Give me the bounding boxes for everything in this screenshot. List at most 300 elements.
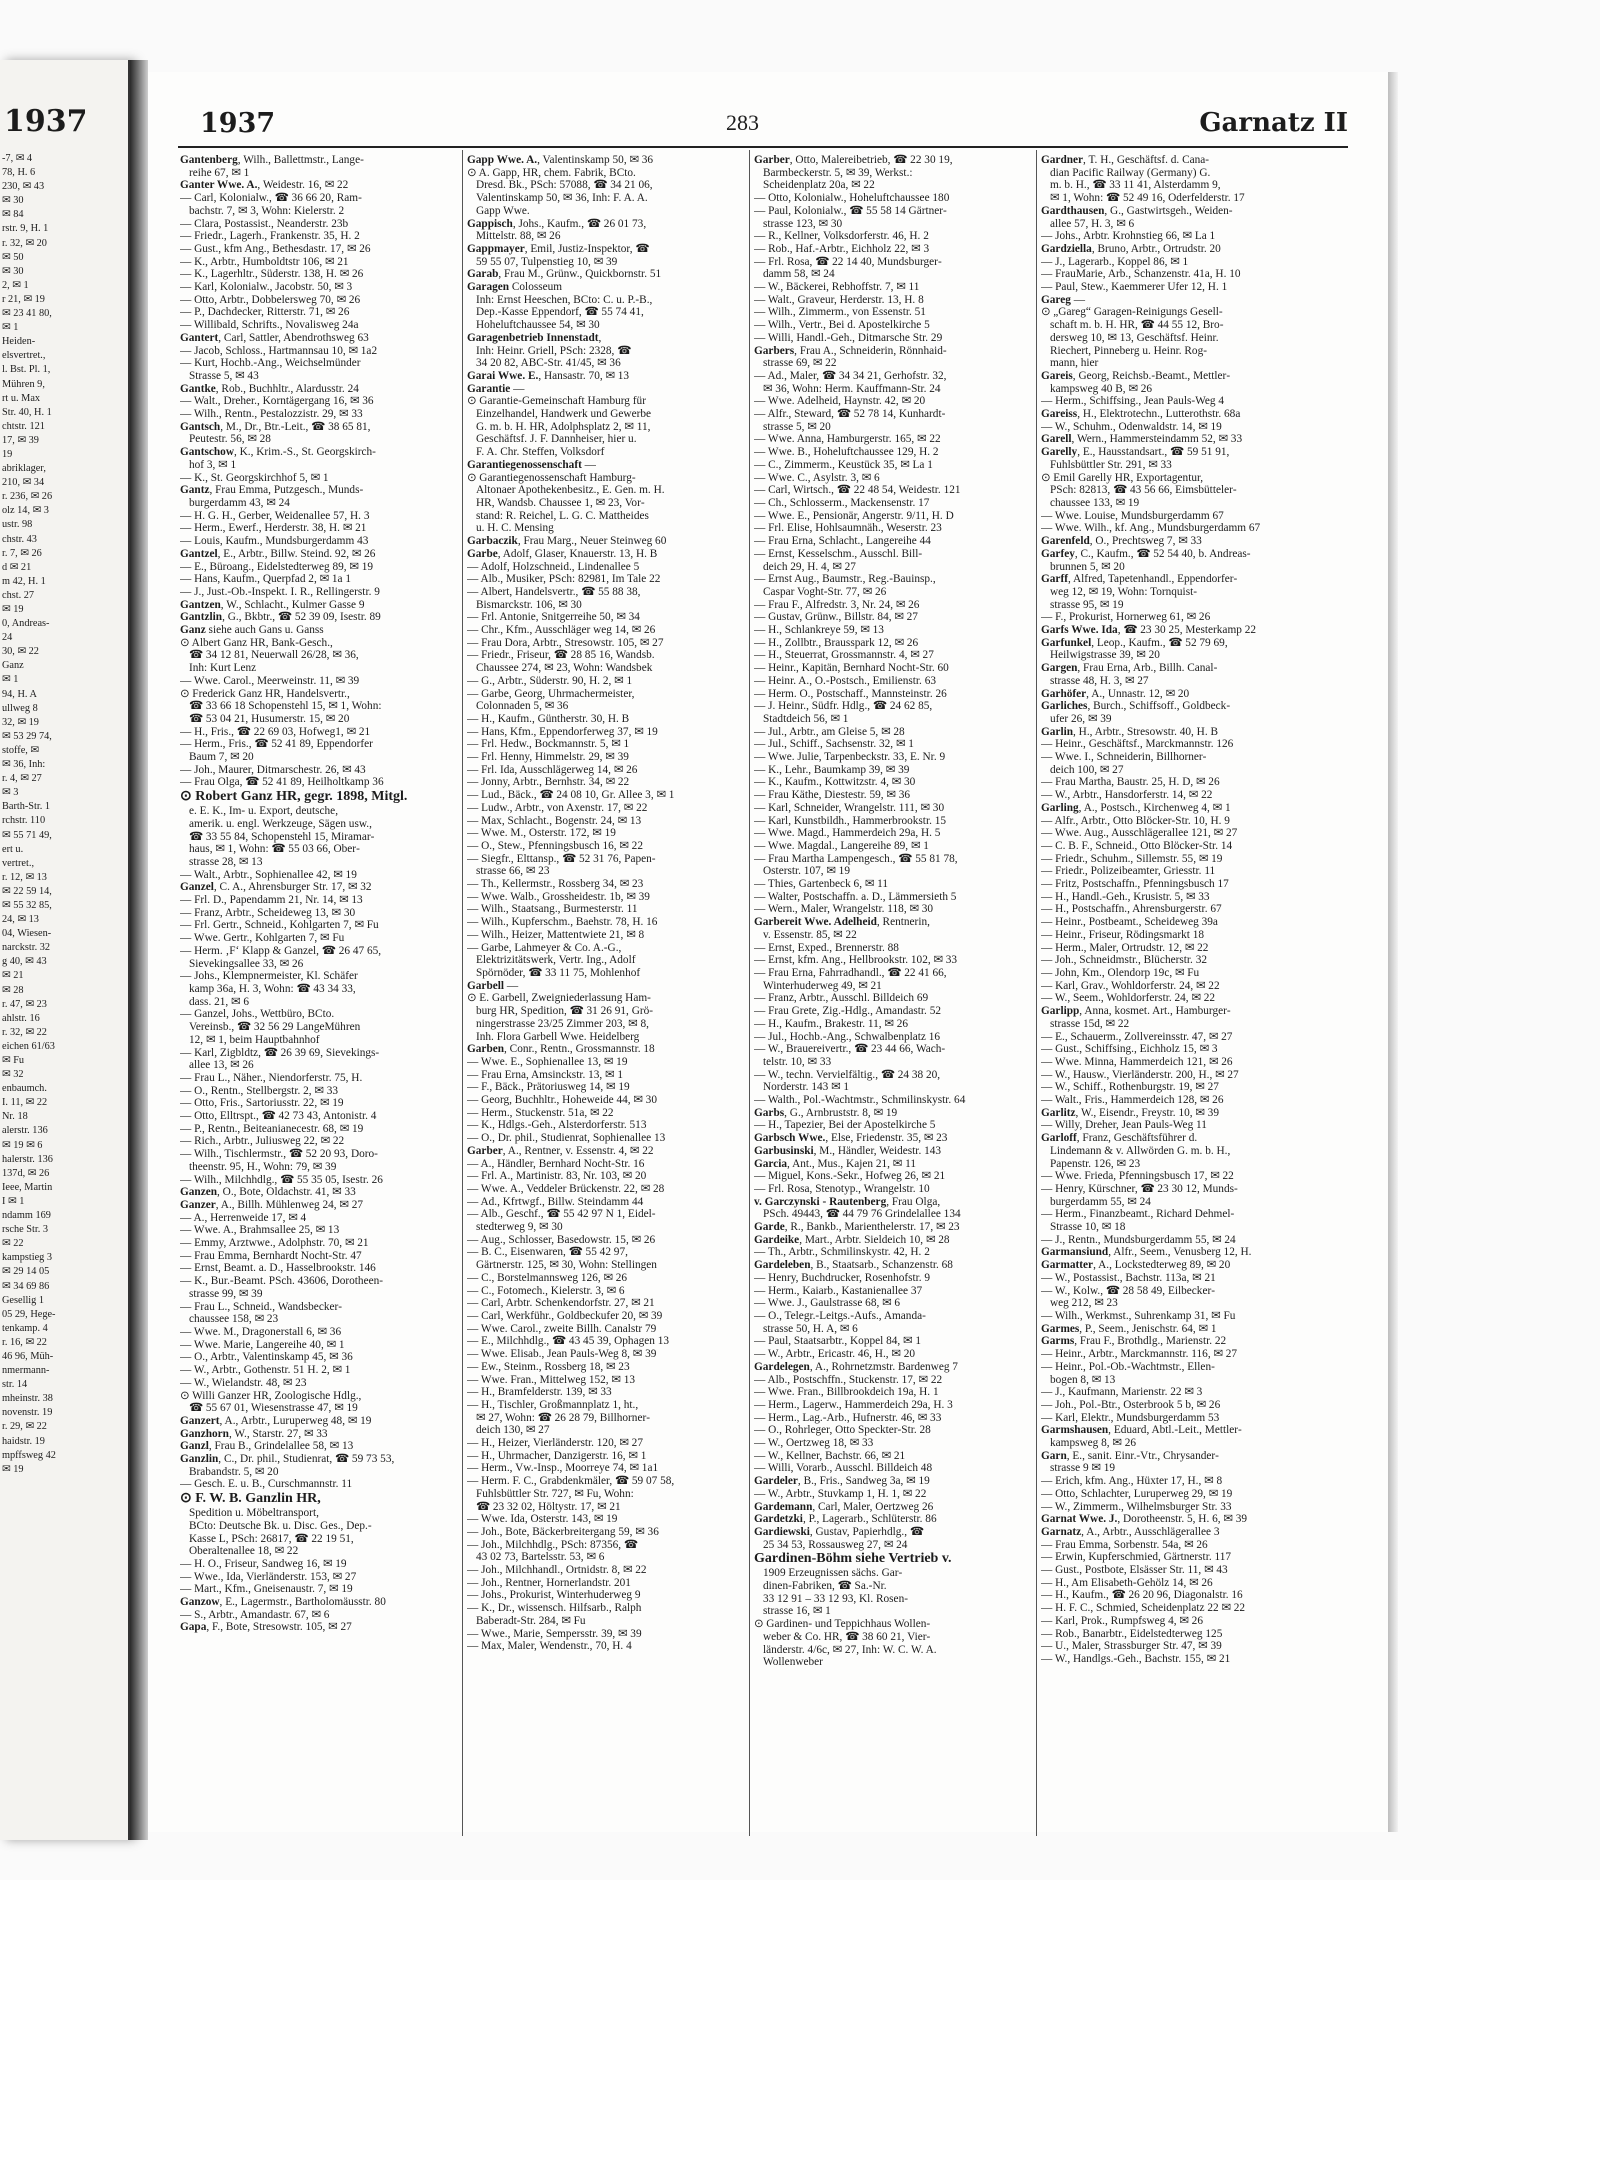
previous-page-line: eichen 61/63 <box>2 1040 55 1052</box>
previous-page-line: ✉ 28 <box>2 984 24 996</box>
previous-page-line: ✉ 53 29 74, <box>2 730 52 742</box>
directory-entry: Garmshausen, Eduard, Abtl.‑Leit., Mettler‑ <box>1041 1424 1242 1437</box>
directory-entry: — Gust., kfm Ang., Bethesdastr. 17, ✉ 26 <box>180 242 371 255</box>
previous-page-line: l. Bst. Pl. 1, <box>2 364 51 376</box>
previous-page-line: ✉ 1 <box>2 322 19 334</box>
previous-page-line: ✉ 22 <box>2 1238 24 1250</box>
directory-entry: kampsweg 40 B, ✉ 26 <box>1050 382 1153 395</box>
previous-page-line: abriklager, <box>2 463 46 475</box>
directory-entry: — Walt., Fris., Hammerdeich 128, ✉ 26 <box>1041 1094 1224 1107</box>
directory-entry: G. m. b. H. HR, Adolphsplatz 2, ✉ 11, <box>476 420 651 433</box>
directory-entry: e. E. K., Im‑ u. Export, deutsche, <box>189 805 339 818</box>
previous-page-line: ✉ 84 <box>2 209 24 221</box>
previous-page-line: ✉ 36, Inh: <box>2 759 46 771</box>
directory-entry: — Albert, Handelsvertr., ☎ 55 88 38, <box>467 585 641 598</box>
directory-entry: ☎ 55 67 01, Wiesenstrasse 47, ✉ 19 <box>189 1402 358 1415</box>
directory-entry: — C. B. F., Schneid., Otto Blöcker‑Str. 14 <box>1041 839 1233 852</box>
directory-entry: — Wwe. Julie, Tarpenbeckstr. 33, E. Nr. 9 <box>754 751 946 764</box>
previous-page-line: r. 47, ✉ 23 <box>2 998 47 1010</box>
directory-entry: Hoheluftchaussee 54, ✉ 30 <box>476 319 600 332</box>
directory-entry: Gantz, Frau Emma, Putzgesch., Munds‑ <box>180 484 364 497</box>
directory-entry: — Wwe. A., Brahmsallee 25, ✉ 13 <box>180 1224 340 1237</box>
directory-entry: — Joh., Maurer, Ditmarschestr. 26, ✉ 43 <box>180 763 366 776</box>
directory-column-1 <box>180 154 458 1834</box>
previous-page-line: ✉ 22 59 14, <box>2 885 52 897</box>
previous-page-line: ullweg 8 <box>2 702 38 714</box>
column-divider <box>749 150 750 1836</box>
directory-entry: Ganzel, C. A., Ahrensburger Str. 17, ✉ 32 <box>180 881 372 894</box>
directory-entry: — Karl, Zigbldtz, ☎ 26 39 69, Sievekings‑ <box>180 1046 380 1059</box>
previous-page-line: r 21, ✉ 19 <box>2 293 45 305</box>
directory-entry: — Wwe., Ida, Vierländerstr. 153, ✉ 27 <box>180 1570 357 1583</box>
previous-page-line: Mühren 9, <box>2 378 45 390</box>
directory-entry: Garagen Colosseum <box>467 281 563 294</box>
directory-entry: — Karl, Prok., Rumpfsweg 4, ✉ 26 <box>1041 1614 1203 1627</box>
directory-entry: — K., Lehr., Baumkamp 39, ✉ 39 <box>754 763 910 776</box>
directory-entry: Garelly, E., Hausstandsart., ☎ 59 51 91, <box>1041 446 1230 459</box>
directory-entry: — U., Maler, Strassburger Str. 47, ✉ 39 <box>1041 1640 1222 1653</box>
directory-entry: — Frau L., Schneid., Wandsbecker‑ <box>180 1300 343 1313</box>
directory-entry: ⊙ F. W. B. Ganzlin HR, <box>180 1491 321 1507</box>
directory-entry: Garbereit Wwe. Adelheid, Rentnerin, <box>754 916 930 929</box>
directory-entry: Oberaltenallee 18, ✉ 22 <box>189 1545 299 1558</box>
directory-entry: dian Pacific Railway (Germany) G. <box>1050 166 1211 179</box>
previous-page-line: vertret., <box>2 857 35 869</box>
directory-entry: Garell, Wern., Hammersteindamm 52, ✉ 33 <box>1041 433 1243 446</box>
directory-entry: — Herm., Vw.‑Insp., Moorreye 74, ✉ 1a1 <box>467 1462 659 1475</box>
previous-page-line: haidstr. 19 <box>2 1435 45 1447</box>
directory-entry: 59 55 07, Tulpenstieg 10, ✉ 39 <box>476 255 618 268</box>
directory-entry: ufer 26, ✉ 39 <box>1050 712 1112 725</box>
directory-entry: — H., Kaufm., Güntherstr. 30, H. B <box>467 712 630 725</box>
directory-entry: Barmbeckerstr. 5, ✉ 39, Werkst.: <box>763 166 913 179</box>
directory-entry: — Rob., Banarbtr., Eidelstedterweg 125 <box>1041 1627 1223 1640</box>
directory-entry: allee 13, ✉ 26 <box>189 1059 254 1072</box>
directory-entry: Garfs Wwe. Ida, ☎ 23 30 25, Mesterkamp 22 <box>1041 624 1257 637</box>
directory-entry: strasse 69, ✉ 22 <box>763 357 837 370</box>
previous-page-line: I. 11, ✉ 22 <box>2 1097 48 1109</box>
directory-entry: — W., Arbtr., Gothenstr. 51 H. 2, ✉ 1 <box>180 1364 351 1377</box>
directory-entry: — J., Kaufmann, Marienstr. 22 ✉ 3 <box>1041 1386 1203 1399</box>
directory-entry: Gantzen, W., Schlacht., Kulmer Gasse 9 <box>180 598 365 611</box>
directory-entry: Garlin, H., Arbtr., Stresowstr. 40, H. B <box>1041 725 1218 738</box>
previous-page-line: chst. 27 <box>2 589 35 601</box>
directory-entry: Gappmayer, Emil, Justiz‑Inspektor, ☎ <box>467 242 650 255</box>
directory-entry: Papenstr. 126, ✉ 23 <box>1050 1157 1141 1170</box>
directory-entry: Fuhlsbüttler Str. 727, ✉ Fu, Wohn: <box>476 1487 634 1500</box>
directory-entry: — Fritz, Postschaffn., Pfenningsbusch 17 <box>1041 878 1229 891</box>
directory-entry: F. A. Chr. Steffen, Volksdorf <box>476 446 605 459</box>
previous-page-line: 30, ✉ 22 <box>2 646 39 658</box>
directory-entry: — Wilh., Zimmerm., von Essenstr. 51 <box>754 306 926 319</box>
directory-entry: Gantke, Rob., Buchhltr., Alardusstr. 24 <box>180 382 359 395</box>
directory-entry: Garliches, Burch., Schiffsoff., Goldbeck‑ <box>1041 700 1231 713</box>
directory-column-2 <box>467 154 745 1834</box>
directory-entry: strasse 16, ✉ 1 <box>763 1605 831 1618</box>
directory-entry: — Frau Erna, Fahrradhandl., ☎ 22 41 66, <box>754 967 947 979</box>
directory-entry: — O., Dr. phil., Studienrat, Sophienallee 13 <box>467 1132 666 1145</box>
previous-page-line: mpffsweg 42 <box>2 1449 56 1461</box>
directory-entry: Baberadt‑Str. 284, ✉ Fu <box>476 1614 586 1627</box>
directory-entry: — Carl, Wirtsch., ☎ 22 48 54, Weidestr. 121 <box>754 484 961 497</box>
directory-entry: — Frl. Rosa, ☎ 22 14 40, Mundsburger‑ <box>754 255 942 268</box>
directory-entry: Garbusinski, M., Händler, Weidestr. 143 <box>754 1144 942 1157</box>
directory-entry: — Frl. Hedw., Bockmannstr. 5, ✉ 1 <box>467 738 630 751</box>
directory-entry: Gapa, F., Bote, Stresowstr. 105, ✉ 27 <box>180 1621 352 1634</box>
directory-entry: — Wilh., Tischlermstr., ☎ 52 20 93, Doro‑ <box>180 1148 378 1161</box>
directory-entry: — Wilh., Werkmst., Suhrenkamp 31, ✉ Fu <box>1041 1309 1236 1322</box>
directory-entry: — Wilh., Vertr., Bei d. Apostelkirche 5 <box>754 319 930 332</box>
directory-entry: — Karl, Grav., Wohldorferstr. 24, ✉ 22 <box>1041 979 1220 992</box>
previous-page-line: ✉ 32 <box>2 1069 24 1081</box>
directory-entry: Gardiewski, Gustav, Papierhdlg., ☎ <box>754 1525 924 1538</box>
previous-page-line: ert u. <box>2 843 24 855</box>
directory-entry: — Ganzel, Johs., Wettbüro, BCto. <box>180 1008 335 1021</box>
directory-entry: — Wilh., Rentn., Pestalozzistr. 29, ✉ 33 <box>180 408 363 421</box>
previous-page-line: ✉ 21 <box>2 970 24 982</box>
previous-page-line: ✉ 19 <box>2 604 24 615</box>
directory-entry: stedterweg 9, ✉ 30 <box>476 1221 563 1234</box>
directory-entry: haus, ✉ 1, Wohn: ☎ 55 03 66, Ober‑ <box>189 843 360 856</box>
directory-entry: — Louis, Kaufm., Mundsburgerdamm 43 <box>180 535 369 548</box>
directory-entry: — A., Herrenweide 17, ✉ 4 <box>180 1211 307 1224</box>
directory-entry: — Gust., Postbote, Elsässer Str. 11, ✉ 43 <box>1041 1564 1228 1577</box>
previous-page-line: ✉ 30 <box>2 265 24 277</box>
directory-entry: länderstr. 4/6c, ✉ 27, Inh: W. C. W. A. <box>763 1643 937 1656</box>
directory-entry: — F., Bäck., Prätoriusweg 14, ✉ 19 <box>467 1081 630 1094</box>
directory-entry: — Heinr., Pol.‑Ob.‑Wachtmstr., Ellen‑ <box>1041 1360 1215 1373</box>
previous-page-line: 05 29, Hege‑ <box>2 1308 56 1320</box>
directory-entry: — Wwe. Elisab., Jean Pauls‑Weg 8, ✉ 39 <box>467 1348 657 1361</box>
scan-margin <box>0 1880 1600 2177</box>
previous-page-line: Gesellig 1 <box>2 1294 45 1306</box>
directory-entry: Spörnöder, ☎ 33 11 75, Mohlenhof <box>476 967 641 979</box>
previous-page-line: r. 32, ✉ 22 <box>2 1026 47 1038</box>
directory-entry: Gappisch, Johs., Kaufm., ☎ 26 01 73, <box>467 217 647 230</box>
directory-entry: Garbaczik, Frau Marg., Neuer Steinweg 60 <box>467 535 667 548</box>
previous-page-line: rstr. 9, H. 1 <box>2 223 49 235</box>
directory-entry: deich 100, ✉ 27 <box>1050 763 1124 776</box>
directory-entry: — Max, Schlacht., Bogenstr. 24, ✉ 13 <box>467 814 642 827</box>
directory-entry: amerik. u. engl. Werkzeuge, Sägen usw., <box>189 817 372 830</box>
directory-entry: Scheidenplatz 20a, ✉ 22 <box>763 179 875 192</box>
directory-entry: — H. F. C., Schmied, Scheidenplatz 22 ✉ 22 <box>1041 1602 1246 1615</box>
previous-page-line: 46 96, Müh‑ <box>2 1350 54 1362</box>
directory-entry: — Ad., Kfrtwgf., Billw. Steindamm 44 <box>467 1195 644 1208</box>
previous-page-line: ✉ 30 <box>2 195 24 207</box>
directory-entry: dersweg 10, ✉ 13, Geschäftsf. Heinr. <box>1050 331 1219 344</box>
directory-entry: ☎ 33 55 84, Schopenstehl 15, Miramar‑ <box>189 830 375 843</box>
directory-entry: schaft m. b. H. HR, ☎ 44 55 12, Bro‑ <box>1050 319 1224 332</box>
directory-entry: Garantie — <box>467 382 525 395</box>
directory-entry: — Henry, Buchdrucker, Rosenhofstr. 9 <box>754 1271 931 1284</box>
directory-entry: strasse 95, ✉ 19 <box>1050 598 1124 611</box>
directory-entry: — W., Schiff., Rothenburgstr. 19, ✉ 27 <box>1041 1081 1219 1094</box>
directory-entry: Garbers, Frau A., Schneiderin, Rönnhaid‑ <box>754 344 947 357</box>
directory-entry: Ganzer, A., Billh. Mühlenweg 24, ✉ 27 <box>180 1198 363 1211</box>
directory-entry: strasse 48, H. 3, ✉ 27 <box>1050 674 1149 687</box>
directory-entry: damm 58, ✉ 24 <box>763 268 835 281</box>
directory-entry: — J., Lagerarb., Koppel 86, ✉ 1 <box>1041 255 1189 268</box>
directory-entry: Gantert, Carl, Sattler, Abendrothsweg 63 <box>180 331 369 344</box>
directory-entry: — Wilh., Staatsang., Burmesterstr. 11 <box>467 903 638 916</box>
directory-column-4 <box>1041 154 1343 1834</box>
previous-page-line: ✉ 55 32 85, <box>2 899 52 911</box>
directory-entry: Spedition u. Möbeltransport, <box>189 1507 319 1520</box>
header-name-range: Garnatz II <box>1199 108 1348 138</box>
directory-entry: — H. O., Friseur, Sandweg 16, ✉ 19 <box>180 1557 347 1570</box>
directory-entry: — Joh., Rentner, Hornerlandstr. 201 <box>467 1576 631 1589</box>
directory-entry: — H., Schlankreye 59, ✉ 13 <box>754 624 884 637</box>
directory-entry: — John, Km., Olendorp 19c, ✉ Fu <box>1041 967 1200 979</box>
directory-entry: — Frau Erna, Amsinckstr. 13, ✉ 1 <box>467 1068 623 1081</box>
directory-entry: — Alb., Musiker, PSch: 82981, Im Tale 22 <box>467 573 661 586</box>
previous-page-line: mheinstr. 38 <box>2 1393 53 1405</box>
directory-entry: Garmes, P., Seem., Jenischstr. 64, ✉ 1 <box>1041 1322 1217 1335</box>
previous-page-line: Ieee, Martin <box>2 1181 53 1193</box>
directory-entry: — Alfr., Steward, ☎ 52 78 14, Kunhardt‑ <box>754 408 946 421</box>
directory-entry: — W., Wielandstr. 48, ✉ 23 <box>180 1376 307 1389</box>
directory-entry: Inh: Ernst Heeschen, BCto: C. u. P.‑B., <box>476 293 653 306</box>
directory-entry: Heilwigstrasse 39, ✉ 20 <box>1050 649 1160 662</box>
directory-entry: — K., St. Georgskirchhof 5, ✉ 1 <box>180 471 329 484</box>
directory-entry: — Wwe. Aug., Ausschlägerallee 121, ✉ 27 <box>1041 827 1238 840</box>
previous-page-line: Ganz <box>2 660 24 672</box>
directory-entry: — Garbe, Georg, Uhrmachermeister, <box>467 687 635 700</box>
directory-entry: — Wwe. Carol., Meerweinstr. 11, ✉ 39 <box>180 674 360 687</box>
directory-entry: — Wern., Maler, Wrangelstr. 118, ✉ 30 <box>754 903 934 916</box>
directory-entry: — Friedr., Lagerh., Frankenstr. 35, H. 2 <box>180 230 360 243</box>
directory-entry: v. Essenstr. 85, ✉ 22 <box>763 928 857 941</box>
directory-entry: Gardner, T. H., Geschäftsf. d. Cana‑ <box>1041 154 1210 166</box>
directory-entry: Gantenberg, Wilh., Ballettmstr., Lange‑ <box>180 154 364 166</box>
previous-page-line: ✉ 1 <box>2 674 19 686</box>
directory-entry: ✉ 27, Wohn: ☎ 26 28 79, Billhorner‑ <box>476 1411 650 1424</box>
previous-page-line: narckstr. 32 <box>2 942 51 954</box>
directory-entry: stand: R. Reichel, L. G. C. Mattheides <box>476 509 649 522</box>
directory-entry: ✉ 1, Wohn: ☎ 52 49 16, Oderfelderstr. 17 <box>1050 192 1245 205</box>
directory-entry: — Wwe. E., Sophienallee 13, ✉ 19 <box>467 1055 628 1068</box>
directory-entry: — Clara, Postassist., Neanderstr. 23b <box>180 217 349 230</box>
directory-entry: Gargen, Frau Erna, Arb., Billh. Canal‑ <box>1041 662 1218 675</box>
previous-page-line: m 42, H. 1 <box>2 575 46 587</box>
previous-page-line: 32, ✉ 19 <box>2 716 39 728</box>
directory-entry: — J. Heinr., Südfr. Hdlg., ☎ 24 62 85, <box>754 700 933 713</box>
previous-page-line: r. 29, ✉ 22 <box>2 1421 47 1433</box>
previous-page-line: ndamm 169 <box>2 1210 51 1222</box>
directory-entry: ningerstrasse 23/25 Zimmer 203, ✉ 8, <box>476 1017 649 1030</box>
directory-entry: HR, Wandsb. Chaussee 1, ✉ 23, Vor‑ <box>476 496 645 509</box>
directory-entry: — Wwe. M., Osterstr. 172, ✉ 19 <box>467 827 616 840</box>
directory-entry: — Joh., Milchhdlg., PSch: 87356, ☎ <box>467 1538 638 1551</box>
directory-entry: — Friedr., Friseur, ☎ 28 85 16, Wandsb. <box>467 649 655 662</box>
directory-entry: — Frl. Rosa, Stenotyp., Wrangelstr. 10 <box>754 1182 930 1195</box>
directory-entry: — Carl, Kolonialw., ☎ 36 66 20, Ram‑ <box>180 192 362 205</box>
previous-page-line: stoffe, ✉ <box>2 744 40 756</box>
directory-entry: — Frau Emma, Sorbenstr. 54a, ✉ 26 <box>1041 1538 1208 1551</box>
previous-page-line: 0, Andreas‑ <box>2 618 50 630</box>
previous-page-line: 230, ✉ 43 <box>2 181 45 193</box>
directory-entry: Garms, Frau F., Brothdlg., Marienstr. 22 <box>1041 1335 1227 1348</box>
previous-page-line: ustr. 98 <box>2 519 33 531</box>
directory-entry: — Jul., Hochb.‑Ang., Schwalbenplatz 16 <box>754 1030 941 1043</box>
directory-entry: — Alb., Geschf., ☎ 55 42 97 N 1, Eidel‑ <box>467 1208 656 1221</box>
directory-entry: — Heinr., Friseur, Rödingsmarkt 18 <box>1041 928 1205 941</box>
directory-entry: — Joh., Milchhandl., Ortnidstr. 8, ✉ 22 <box>467 1564 647 1577</box>
directory-entry: — G., Arbtr., Süderstr. 90, H. 2, ✉ 1 <box>467 674 633 687</box>
directory-entry: Gardinen‑Böhm siehe Vertrieb v. <box>754 1551 952 1567</box>
directory-entry: telstr. 10, ✉ 33 <box>763 1055 832 1068</box>
directory-entry: — Wwe. Fran., Billbrookdeich 19a, H. 1 <box>754 1386 939 1399</box>
directory-entry: Gardelegen, A., Rohrnetzmstr. Bardenweg 7 <box>754 1360 958 1373</box>
previous-page-line: r. 236, ✉ 26 <box>2 491 53 503</box>
page-header <box>178 108 1348 148</box>
directory-entry: — Herm. O., Postschaff., Mannsteinstr. 26 <box>754 687 947 700</box>
previous-page-line: 17, ✉ 39 <box>2 434 39 446</box>
directory-entry: Ganter Wwe. A., Weidestr. 16, ✉ 22 <box>180 179 349 192</box>
directory-entry: Mittelstr. 88, ✉ 26 <box>476 230 561 243</box>
directory-entry: Gantschow, K., Krim.‑S., St. Georgskirch‑ <box>180 446 376 459</box>
directory-entry: v. Garczynski ‑ Rautenberg, Frau Olga, <box>754 1195 941 1208</box>
directory-entry: — Frau Martha Lampengesch., ☎ 55 81 78, <box>754 852 958 865</box>
directory-entry: — Walt., Dreher., Korntägergang 16, ✉ 36 <box>180 395 374 408</box>
directory-entry: — Frau Martha, Baustr. 25, H. D, ✉ 26 <box>1041 776 1220 789</box>
directory-entry: — Walt., Graveur, Herderstr. 13, H. 8 <box>754 293 924 306</box>
directory-entry: — W., Zimmerm., Wilhelmsburger Str. 33 <box>1041 1500 1232 1513</box>
directory-entry: Bismarckstr. 106, ✉ 30 <box>476 598 582 611</box>
directory-entry: — Wilh., Kupferschm., Baehstr. 78, H. 16 <box>467 916 658 929</box>
directory-entry: — Herm., Kaiarb., Kastanienallee 37 <box>754 1284 923 1297</box>
directory-entry: — O., Arbtr., Valentinskamp 45, ✉ 36 <box>180 1351 353 1364</box>
directory-entry: — H., Handl.‑Geh., Krusistr. 5, ✉ 33 <box>1041 890 1210 903</box>
directory-entry: ⊙ Willi Ganzer HR, Zoologische Hdlg., <box>180 1389 362 1402</box>
directory-entry: Inh: Kurt Lenz <box>189 662 257 675</box>
directory-entry: — Wwe. A., Veddeler Brückenstr. 22, ✉ 28 <box>467 1182 665 1195</box>
directory-entry: Norderstr. 143 ✉ 1 <box>763 1081 850 1094</box>
directory-entry: — Gesch. E. u. B., Curschmannstr. 11 <box>180 1478 353 1491</box>
directory-entry: — Paul, Kolonialw., ☎ 55 58 14 Gärtner‑ <box>754 204 947 217</box>
previous-page-line: ✉ 3 <box>2 787 19 799</box>
directory-entry: — W., Brauereivertr., ☎ 23 44 66, Wach‑ <box>754 1043 946 1056</box>
directory-entry: — W., Kellner, Bachstr. 66, ✉ 21 <box>754 1449 906 1462</box>
directory-entry: allee 57, H. 3, ✉ 6 <box>1050 217 1135 230</box>
directory-entry: — Willy, Dreher, Jean Pauls‑Weg 11 <box>1041 1119 1207 1132</box>
previous-page-line: olz 14, ✉ 3 <box>2 505 49 517</box>
directory-entry: Ganzen, O., Bote, Oldachstr. 41, ✉ 33 <box>180 1186 356 1199</box>
directory-entry: — Max, Maler, Wendenstr., 70, H. 4 <box>467 1640 632 1653</box>
directory-entry: — Otto, Kolonialw., Hoheluftchaussee 180 <box>754 192 950 205</box>
directory-entry: — Mart., Kfm., Gneisenaustr. 7, ✉ 19 <box>180 1583 353 1596</box>
directory-entry: ⊙ Albert Ganz HR, Bank‑Gesch., <box>180 636 333 649</box>
previous-page-line: ✉ 29 14 05 <box>2 1266 50 1278</box>
directory-entry: Garloff, Franz, Geschäftsführer d. <box>1041 1132 1198 1145</box>
directory-entry: — Wwe., Marie, Sempersstr. 39, ✉ 39 <box>467 1627 642 1640</box>
directory-entry: — W., Kolw., ☎ 28 58 49, Eilbecker‑ <box>1041 1284 1215 1297</box>
directory-entry: — Wwe. Walb., Grossheidestr. 1b, ✉ 39 <box>467 890 650 903</box>
previous-page-line: ✉ 50 <box>2 251 24 263</box>
directory-entry: — Franz, Arbtr., Scheideweg 13, ✉ 30 <box>180 906 356 919</box>
previous-page-line: 94, H. A <box>2 688 37 700</box>
directory-entry: — Willibald, Schrifts., Novalisweg 24a <box>180 319 359 332</box>
directory-entry: Garfunkel, Leop., Kaufm., ☎ 52 79 69, <box>1041 636 1228 649</box>
directory-entry: — H., Tapezier, Bei der Apostelkirche 5 <box>754 1119 936 1132</box>
directory-entry: Garben, Conr., Rentn., Grossmannstr. 18 <box>467 1043 655 1056</box>
directory-entry: Garde, R., Bankb., Marienthelerstr. 17, ✉ 23 <box>754 1221 960 1234</box>
header-rule <box>178 146 1348 148</box>
previous-page-line: ✉ 55 71 49, <box>2 829 52 841</box>
directory-entry: — H., Kaufm., ☎ 26 20 96, Diagonalstr. 16 <box>1041 1589 1243 1602</box>
directory-entry: weg 12, ✉ 19, Wohn: Tornquist‑ <box>1050 585 1197 598</box>
directory-entry: — K., Lagerhltr., Süderstr. 138, H. ✉ 26 <box>180 268 364 281</box>
directory-entry: — Th., Kellermstr., Rossberg 34, ✉ 23 <box>467 878 644 891</box>
directory-entry: — Erwin, Kupferschmied, Gärtnerstr. 117 <box>1041 1551 1232 1564</box>
previous-page-edge <box>0 60 130 1840</box>
directory-entry: Garbs, G., Arnbruststr. 8, ✉ 19 <box>754 1106 898 1119</box>
directory-entry: — B. C., Eisenwaren, ☎ 55 42 97, <box>467 1246 628 1259</box>
directory-entry: Garhöfer, A., Unnastr. 12, ✉ 20 <box>1041 687 1190 700</box>
directory-entry: — Frl. A., Martinistr. 83, Nr. 103, ✉ 20 <box>467 1170 647 1183</box>
directory-entry: — Garbe, Lahmeyer & Co. A.‑G., <box>467 941 622 954</box>
directory-entry: — Th., Arbtr., Schmilinskystr. 42, H. 2 <box>754 1246 930 1259</box>
previous-page-line: halerstr. 136 <box>2 1153 53 1165</box>
directory-entry: dinen‑Fabriken, ☎ Sa.‑Nr. <box>763 1580 887 1593</box>
previous-page-line: g 40, ✉ 43 <box>2 956 47 968</box>
directory-entry: — H., Zollbtr., Brausspark 12, ✉ 26 <box>754 636 919 649</box>
previous-page-line: kampstieg 3 <box>2 1252 53 1264</box>
directory-entry: Gardziella, Bruno, Arbtr., Ortrudstr. 20 <box>1041 242 1221 255</box>
directory-entry: — Herm., Fris., ☎ 52 41 89, Eppendorfer <box>180 738 373 751</box>
directory-entry: — J., Rentn., Mundsburgerdamm 55, ✉ 24 <box>1041 1233 1236 1246</box>
directory-entry: — Karl, Kunstbildh., Hammerbrookstr. 15 <box>754 814 947 827</box>
directory-entry: Gantzel, E., Arbtr., Billw. Steind. 92, ✉ 26 <box>180 547 376 560</box>
directory-entry: Gardeler, B., Fris., Sandweg 3a, ✉ 19 <box>754 1475 930 1488</box>
directory-entry: — Thies, Gartenbeck 6, ✉ 11 <box>754 878 889 891</box>
directory-entry: — Franz, Arbtr., Ausschl. Billdeich 69 <box>754 992 929 1005</box>
directory-entry: — Wwe. Frieda, Pfenningsbusch 17, ✉ 22 <box>1041 1170 1234 1183</box>
directory-entry: — Wwe. Magd., Hammerdeich 29a, H. 5 <box>754 827 941 840</box>
directory-entry: — O., Rentn., Stellbergstr. 2, ✉ 33 <box>180 1084 338 1097</box>
previous-page-line: r. 32, ✉ 20 <box>2 237 47 249</box>
directory-entry: Dresd. Bk., PSch: 57088, ☎ 34 21 06, <box>476 179 653 192</box>
directory-entry: — Wwe. I., Schneiderin, Billhorner‑ <box>1041 751 1207 764</box>
directory-entry: — Frau Käthe, Diestestr. 59, ✉ 36 <box>754 789 910 802</box>
directory-entry: — Alb., Postschffn., Stuckenstr. 17, ✉ 22 <box>754 1373 943 1386</box>
directory-entry: — Herm. ‚F‘ Klapp & Ganzel, ☎ 26 47 65, <box>180 944 382 957</box>
directory-entry: — Kurt, Hochb.‑Ang., Weichselmünder <box>180 357 361 370</box>
directory-entry: Gardeleben, B., Staatsarb., Schanzenstr. 68 <box>754 1259 953 1272</box>
directory-entry: — Otto, Fris., Sartoriusstr. 22, ✉ 19 <box>180 1097 344 1110</box>
directory-entry: — Jul., Schiff., Sachsenstr. 32, ✉ 1 <box>754 738 914 751</box>
directory-entry: — E., Büroang., Eidelstedterweg 89, ✉ 19 <box>180 560 374 573</box>
directory-entry: — Johs., Arbtr. Krohnstieg 66, ✉ La 1 <box>1041 230 1216 243</box>
directory-entry: — K., Kaufm., Kottwitzstr. 4, ✉ 30 <box>754 776 916 789</box>
directory-entry: kamp 36a, H. 3, Wohn: ☎ 43 34 33, <box>189 983 356 995</box>
directory-entry: — H. G. H., Gerber, Weidenallee 57, H. 3 <box>180 509 370 522</box>
directory-entry: — K., Arbtr., Humboldtstr 106, ✉ 21 <box>180 255 349 268</box>
directory-entry: — Herm., Maler, Ortrudstr. 12, ✉ 22 <box>1041 941 1209 954</box>
previous-page-line: r. 7, ✉ 26 <box>2 547 42 559</box>
directory-entry: — Wwe. Ida, Osterstr. 143, ✉ 19 <box>467 1513 618 1526</box>
directory-entry: — Wwe. Fran., Mittelweg 152, ✉ 13 <box>467 1373 636 1386</box>
directory-entry: Ganzow, E., Lagermstr., Bartholomäusstr. 80 <box>180 1596 386 1609</box>
directory-entry: — Friedr., Polizeibeamter, Griesstr. 11 <box>1041 865 1216 878</box>
directory-entry: — Ernst, Kesselschm., Ausschl. Bill‑ <box>754 547 923 560</box>
directory-entry: — Karl, Kolonialw., Jacobstr. 50, ✉ 3 <box>180 281 353 294</box>
directory-entry: — H., Bramfelderstr. 139, ✉ 33 <box>467 1386 612 1399</box>
previous-page-text <box>2 152 126 1477</box>
directory-entry: — Carl, Werkführ., Goldbeckufer 20, ✉ 39 <box>467 1309 663 1322</box>
previous-page-line: I ✉ 1 <box>2 1195 25 1207</box>
